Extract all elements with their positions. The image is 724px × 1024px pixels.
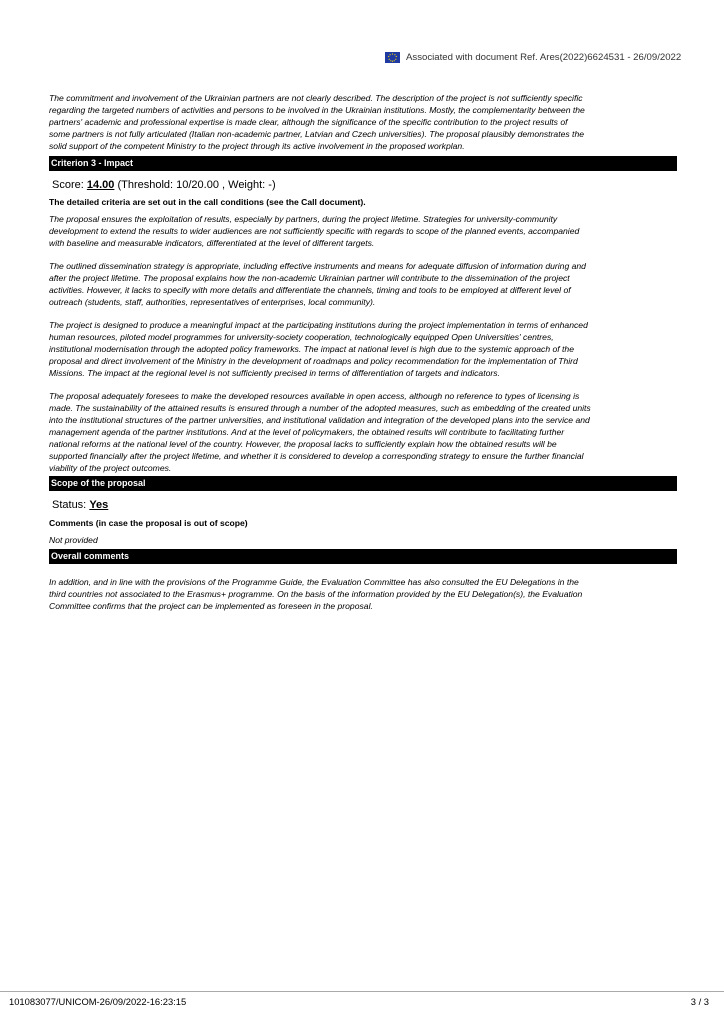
overall-comments-header: Overall comments bbox=[49, 549, 677, 564]
document-reference-stamp bbox=[385, 52, 681, 63]
criterion-3-paragraph-1: The proposal ensures the exploitation of results, especially by partners, during the project lifetime. Strategies for university-community development to extend the results to wider audiences are not sufficiently specific with regards to scope of the planned events, accompanied with baseline and measurable indicators, differentiated at the level of different targets. bbox=[49, 214, 580, 248]
criterion-3-paragraph-3: The project is designed to produce a meaningful impact at the participating institutions during the project implementation in terms of enhanced human resources, piloted model programmes for university-society cooperation, technologically equipped Open Universities' centres, institutional modernisation through the adopted policy frameworks. The impact at national level is high due to the systemic approach of the proposal and direct involvement of the Ministry in the development of roadmaps and policy recommendation for the implementation of Third Missions. The impact at the regional level is not sufficiently precised in terms of differentiation of targets and indicators. bbox=[49, 320, 588, 378]
comments-label: Comments (in case the proposal is out of scope) bbox=[49, 518, 248, 528]
status-value: Yes bbox=[89, 499, 109, 511]
overall-comments-paragraph: In addition, and in line with the provisions of the Programme Guide, the Evaluation Committee has also consulted the EU Delegations in the third countries not associated to the Erasmus+ programme. On the basis of the information provided by the EU Delegation(s), the Evaluation Committee confirms that the project can be implemented as foreseen in the proposal. bbox=[49, 577, 583, 611]
status-label: Status: bbox=[52, 499, 87, 511]
score-line bbox=[52, 179, 677, 193]
eu-flag-icon bbox=[385, 52, 400, 63]
criteria-note: The detailed criteria are set out in the call conditions (see the Call document). bbox=[49, 197, 366, 207]
footer-reference: 101083077/UNICOM-26/09/2022-16:23:15 bbox=[9, 996, 187, 1007]
comments-value: Not provided bbox=[49, 535, 98, 545]
page-number: 3 / 3 bbox=[690, 996, 709, 1007]
scope-header: Scope of the proposal bbox=[49, 476, 677, 491]
score-label: Score: bbox=[52, 179, 84, 191]
stamp-text: Associated with document Ref. Ares(2022)6624531 - 26/09/2022 bbox=[406, 52, 682, 63]
score-details: (Threshold: 10/20.00 , Weight: -) bbox=[117, 179, 276, 191]
evaluation-content bbox=[49, 92, 677, 612]
criterion-3-paragraph-2: The outlined dissemination strategy is appropriate, including effective instruments and means for adequate diffusion of information during and after the project lifetime. The proposal explains how the non-academic Ukrainian partner will contribute to the dissemination of the project activities. However, it lacks to specify with more details and differentiate the channels, timing and tools to be employed at different level of outreach (students, staff, authorities, representatives of enterprises, local community). bbox=[49, 261, 586, 307]
page-footer bbox=[0, 991, 724, 1007]
score-value: 14.00 bbox=[86, 179, 115, 191]
criterion-3-paragraph-4: The proposal adequately foresees to make the developed resources available in open access, although no reference to types of licensing is made. The sustainability of the attained results is ensured through a number of the adopted measures, such as embedding of the created units into the institutional structures of the partner universities, and institutional validation and integration of the developed plans into the service and management agenda of the partner institutions. And at the level of policymakers, the obtained results will contribute to facilitating further national reforms at the national level of the country. However, the proposal lacks to sufficiently explain how the obtained results will be supported financially after the project lifetime, and whether it is considered to develop a corresponding strategy to ensure the further financial viability of the project outcomes. bbox=[49, 391, 591, 473]
criterion-3-header: Criterion 3 - Impact bbox=[49, 156, 677, 171]
status-line bbox=[52, 499, 677, 513]
intro-paragraph: The commitment and involvement of the Ukrainian partners are not clearly described. The description of the project is not sufficiently specific regarding the targeted numbers of activities and persons to be involved in the Ukrainian institutions. Mostly, the complementarity between the partners' academic and professional expertise is made clear, although the significance of the specific contribution to the project results of some partners is not fully articulated (Italian non-academic partner, Latvian and Czech universities). The proposal plausibly demonstrates the solid support of the competent Ministry to the project through its active involvement in the proposed workplan. bbox=[49, 93, 585, 151]
